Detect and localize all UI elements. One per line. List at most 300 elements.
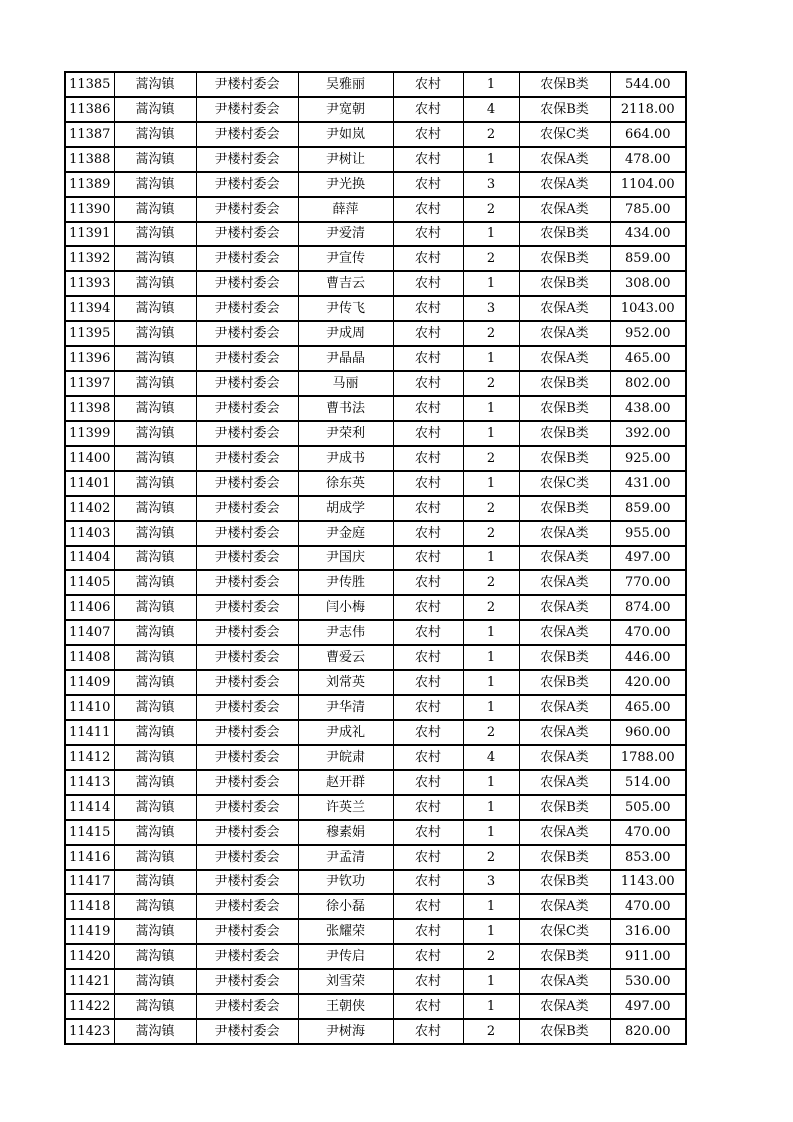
cell-insurance_category: 农保A类: [519, 521, 610, 546]
cell-household_count: 4: [463, 97, 519, 122]
cell-insurance_category: 农保B类: [519, 870, 610, 895]
cell-name: 闫小梅: [298, 595, 393, 620]
cell-id: 11421: [65, 969, 114, 994]
cell-name: 尹成礼: [298, 720, 393, 745]
cell-village_committee: 尹楼村委会: [196, 97, 298, 122]
cell-village_committee: 尹楼村委会: [196, 720, 298, 745]
cell-id: 11406: [65, 595, 114, 620]
cell-household_count: 1: [463, 894, 519, 919]
cell-residence_type: 农村: [393, 246, 463, 271]
cell-id: 11416: [65, 845, 114, 870]
cell-amount: 470.00: [610, 820, 686, 845]
cell-name: 尹传胜: [298, 570, 393, 595]
cell-amount: 544.00: [610, 72, 686, 97]
cell-insurance_category: 农保A类: [519, 894, 610, 919]
cell-residence_type: 农村: [393, 97, 463, 122]
cell-household_count: 1: [463, 396, 519, 421]
cell-town: 蒿沟镇: [114, 496, 196, 521]
table-row: [65, 471, 686, 496]
cell-residence_type: 农村: [393, 870, 463, 895]
cell-town: 蒿沟镇: [114, 745, 196, 770]
cell-insurance_category: 农保A类: [519, 172, 610, 197]
cell-household_count: 3: [463, 172, 519, 197]
cell-household_count: 1: [463, 919, 519, 944]
cell-residence_type: 农村: [393, 919, 463, 944]
cell-village_committee: 尹楼村委会: [196, 172, 298, 197]
cell-residence_type: 农村: [393, 446, 463, 471]
cell-id: 11387: [65, 122, 114, 147]
cell-name: 尹宣传: [298, 246, 393, 271]
cell-village_committee: 尹楼村委会: [196, 919, 298, 944]
cell-residence_type: 农村: [393, 396, 463, 421]
cell-town: 蒿沟镇: [114, 172, 196, 197]
cell-residence_type: 农村: [393, 595, 463, 620]
table-row: [65, 969, 686, 994]
cell-insurance_category: 农保A类: [519, 147, 610, 172]
cell-name: 尹爱清: [298, 222, 393, 247]
table-row: [65, 546, 686, 571]
cell-village_committee: 尹楼村委会: [196, 670, 298, 695]
cell-residence_type: 农村: [393, 271, 463, 296]
cell-id: 11385: [65, 72, 114, 97]
cell-residence_type: 农村: [393, 371, 463, 396]
cell-household_count: 2: [463, 371, 519, 396]
cell-village_committee: 尹楼村委会: [196, 197, 298, 222]
cell-name: 尹传飞: [298, 296, 393, 321]
table-row: [65, 147, 686, 172]
cell-village_committee: 尹楼村委会: [196, 695, 298, 720]
cell-village_committee: 尹楼村委会: [196, 820, 298, 845]
cell-insurance_category: 农保B类: [519, 97, 610, 122]
cell-household_count: 2: [463, 122, 519, 147]
table-row: [65, 97, 686, 122]
cell-insurance_category: 农保A类: [519, 620, 610, 645]
cell-residence_type: 农村: [393, 496, 463, 521]
cell-id: 11409: [65, 670, 114, 695]
table-row: [65, 321, 686, 346]
cell-insurance_category: 农保A类: [519, 296, 610, 321]
cell-insurance_category: 农保C类: [519, 471, 610, 496]
cell-insurance_category: 农保A类: [519, 969, 610, 994]
cell-insurance_category: 农保B类: [519, 271, 610, 296]
cell-town: 蒿沟镇: [114, 72, 196, 97]
cell-amount: 874.00: [610, 595, 686, 620]
cell-id: 11394: [65, 296, 114, 321]
cell-insurance_category: 农保B类: [519, 396, 610, 421]
cell-id: 11391: [65, 222, 114, 247]
cell-name: 尹光换: [298, 172, 393, 197]
cell-insurance_category: 农保A类: [519, 595, 610, 620]
cell-village_committee: 尹楼村委会: [196, 770, 298, 795]
cell-town: 蒿沟镇: [114, 246, 196, 271]
cell-household_count: 2: [463, 246, 519, 271]
cell-village_committee: 尹楼村委会: [196, 346, 298, 371]
cell-id: 11390: [65, 197, 114, 222]
cell-household_count: 2: [463, 845, 519, 870]
cell-household_count: 2: [463, 197, 519, 222]
cell-insurance_category: 农保B类: [519, 222, 610, 247]
cell-id: 11399: [65, 421, 114, 446]
cell-residence_type: 农村: [393, 770, 463, 795]
cell-household_count: 4: [463, 745, 519, 770]
cell-residence_type: 农村: [393, 620, 463, 645]
cell-town: 蒿沟镇: [114, 969, 196, 994]
cell-amount: 2118.00: [610, 97, 686, 122]
cell-amount: 470.00: [610, 894, 686, 919]
cell-name: 徐东英: [298, 471, 393, 496]
cell-residence_type: 农村: [393, 471, 463, 496]
cell-insurance_category: 农保C类: [519, 122, 610, 147]
cell-id: 11388: [65, 147, 114, 172]
cell-amount: 470.00: [610, 620, 686, 645]
table-row: [65, 845, 686, 870]
cell-amount: 434.00: [610, 222, 686, 247]
table-row: [65, 371, 686, 396]
cell-insurance_category: 农保B类: [519, 845, 610, 870]
table-row: [65, 122, 686, 147]
cell-village_committee: 尹楼村委会: [196, 222, 298, 247]
cell-id: 11395: [65, 321, 114, 346]
cell-residence_type: 农村: [393, 72, 463, 97]
cell-id: 11403: [65, 521, 114, 546]
cell-town: 蒿沟镇: [114, 296, 196, 321]
cell-name: 徐小磊: [298, 894, 393, 919]
cell-name: 刘雪荣: [298, 969, 393, 994]
cell-residence_type: 农村: [393, 147, 463, 172]
cell-town: 蒿沟镇: [114, 595, 196, 620]
cell-amount: 960.00: [610, 720, 686, 745]
cell-id: 11412: [65, 745, 114, 770]
cell-insurance_category: 农保B类: [519, 421, 610, 446]
cell-insurance_category: 农保B类: [519, 944, 610, 969]
cell-insurance_category: 农保A类: [519, 197, 610, 222]
cell-village_committee: 尹楼村委会: [196, 645, 298, 670]
cell-town: 蒿沟镇: [114, 870, 196, 895]
cell-residence_type: 农村: [393, 172, 463, 197]
cell-town: 蒿沟镇: [114, 894, 196, 919]
cell-town: 蒿沟镇: [114, 122, 196, 147]
cell-amount: 925.00: [610, 446, 686, 471]
cell-residence_type: 农村: [393, 521, 463, 546]
cell-village_committee: 尹楼村委会: [196, 620, 298, 645]
cell-town: 蒿沟镇: [114, 147, 196, 172]
cell-insurance_category: 农保A类: [519, 770, 610, 795]
cell-name: 许英兰: [298, 795, 393, 820]
cell-insurance_category: 农保A类: [519, 745, 610, 770]
cell-town: 蒿沟镇: [114, 919, 196, 944]
cell-amount: 1043.00: [610, 296, 686, 321]
cell-town: 蒿沟镇: [114, 371, 196, 396]
cell-residence_type: 农村: [393, 197, 463, 222]
table-row: [65, 271, 686, 296]
cell-residence_type: 农村: [393, 820, 463, 845]
cell-insurance_category: 农保A类: [519, 820, 610, 845]
table-row: [65, 919, 686, 944]
cell-town: 蒿沟镇: [114, 446, 196, 471]
table-row: [65, 446, 686, 471]
cell-town: 蒿沟镇: [114, 845, 196, 870]
cell-village_committee: 尹楼村委会: [196, 122, 298, 147]
cell-id: 11402: [65, 496, 114, 521]
cell-household_count: 2: [463, 595, 519, 620]
table-row: [65, 72, 686, 97]
cell-household_count: 3: [463, 870, 519, 895]
cell-id: 11393: [65, 271, 114, 296]
cell-amount: 530.00: [610, 969, 686, 994]
cell-id: 11419: [65, 919, 114, 944]
table-body: [65, 72, 686, 1044]
cell-name: 曹书法: [298, 396, 393, 421]
cell-amount: 446.00: [610, 645, 686, 670]
cell-household_count: 1: [463, 546, 519, 571]
cell-residence_type: 农村: [393, 670, 463, 695]
cell-household_count: 1: [463, 795, 519, 820]
cell-amount: 820.00: [610, 1019, 686, 1044]
cell-residence_type: 农村: [393, 346, 463, 371]
cell-town: 蒿沟镇: [114, 421, 196, 446]
cell-insurance_category: 农保C类: [519, 919, 610, 944]
table-row: [65, 670, 686, 695]
cell-residence_type: 农村: [393, 546, 463, 571]
cell-village_committee: 尹楼村委会: [196, 147, 298, 172]
cell-id: 11410: [65, 695, 114, 720]
cell-name: 吴雅丽: [298, 72, 393, 97]
cell-village_committee: 尹楼村委会: [196, 421, 298, 446]
table-row: [65, 172, 686, 197]
cell-village_committee: 尹楼村委会: [196, 944, 298, 969]
cell-id: 11405: [65, 570, 114, 595]
table-row: [65, 745, 686, 770]
cell-id: 11423: [65, 1019, 114, 1044]
cell-residence_type: 农村: [393, 570, 463, 595]
cell-name: 张耀荣: [298, 919, 393, 944]
table-row: [65, 894, 686, 919]
cell-household_count: 2: [463, 720, 519, 745]
cell-household_count: 1: [463, 645, 519, 670]
cell-amount: 802.00: [610, 371, 686, 396]
cell-name: 尹宽朝: [298, 97, 393, 122]
cell-id: 11407: [65, 620, 114, 645]
cell-name: 尹树海: [298, 1019, 393, 1044]
cell-household_count: 1: [463, 770, 519, 795]
cell-residence_type: 农村: [393, 645, 463, 670]
cell-residence_type: 农村: [393, 321, 463, 346]
cell-village_committee: 尹楼村委会: [196, 546, 298, 571]
cell-insurance_category: 农保B类: [519, 1019, 610, 1044]
cell-id: 11408: [65, 645, 114, 670]
cell-town: 蒿沟镇: [114, 346, 196, 371]
cell-town: 蒿沟镇: [114, 645, 196, 670]
cell-household_count: 1: [463, 994, 519, 1019]
cell-amount: 497.00: [610, 994, 686, 1019]
table-row: [65, 595, 686, 620]
cell-household_count: 1: [463, 271, 519, 296]
cell-village_committee: 尹楼村委会: [196, 471, 298, 496]
cell-town: 蒿沟镇: [114, 720, 196, 745]
cell-amount: 392.00: [610, 421, 686, 446]
cell-name: 刘常英: [298, 670, 393, 695]
cell-residence_type: 农村: [393, 1019, 463, 1044]
cell-name: 马丽: [298, 371, 393, 396]
table-row: [65, 421, 686, 446]
cell-insurance_category: 农保A类: [519, 720, 610, 745]
table-row: [65, 620, 686, 645]
cell-insurance_category: 农保B类: [519, 72, 610, 97]
cell-amount: 438.00: [610, 396, 686, 421]
cell-town: 蒿沟镇: [114, 1019, 196, 1044]
cell-amount: 420.00: [610, 670, 686, 695]
cell-name: 尹成书: [298, 446, 393, 471]
cell-town: 蒿沟镇: [114, 396, 196, 421]
cell-name: 尹树让: [298, 147, 393, 172]
cell-residence_type: 农村: [393, 122, 463, 147]
cell-town: 蒿沟镇: [114, 795, 196, 820]
cell-name: 穆素娟: [298, 820, 393, 845]
cell-village_committee: 尹楼村委会: [196, 296, 298, 321]
cell-village_committee: 尹楼村委会: [196, 969, 298, 994]
cell-household_count: 1: [463, 421, 519, 446]
cell-residence_type: 农村: [393, 421, 463, 446]
cell-household_count: 1: [463, 147, 519, 172]
cell-id: 11389: [65, 172, 114, 197]
cell-town: 蒿沟镇: [114, 620, 196, 645]
cell-name: 尹国庆: [298, 546, 393, 571]
cell-insurance_category: 农保B类: [519, 371, 610, 396]
cell-residence_type: 农村: [393, 795, 463, 820]
cell-amount: 465.00: [610, 695, 686, 720]
cell-name: 胡成学: [298, 496, 393, 521]
cell-residence_type: 农村: [393, 695, 463, 720]
cell-id: 11404: [65, 546, 114, 571]
cell-residence_type: 农村: [393, 894, 463, 919]
cell-id: 11420: [65, 944, 114, 969]
cell-insurance_category: 农保A类: [519, 570, 610, 595]
cell-household_count: 1: [463, 346, 519, 371]
cell-amount: 859.00: [610, 246, 686, 271]
table-row: [65, 944, 686, 969]
cell-insurance_category: 农保B类: [519, 795, 610, 820]
cell-household_count: 2: [463, 321, 519, 346]
cell-village_committee: 尹楼村委会: [196, 446, 298, 471]
cell-id: 11415: [65, 820, 114, 845]
table-row: [65, 570, 686, 595]
cell-insurance_category: 农保A类: [519, 695, 610, 720]
cell-amount: 911.00: [610, 944, 686, 969]
cell-amount: 431.00: [610, 471, 686, 496]
cell-amount: 770.00: [610, 570, 686, 595]
cell-insurance_category: 农保B类: [519, 496, 610, 521]
cell-id: 11422: [65, 994, 114, 1019]
cell-residence_type: 农村: [393, 994, 463, 1019]
cell-name: 曹爱云: [298, 645, 393, 670]
cell-amount: 505.00: [610, 795, 686, 820]
cell-village_committee: 尹楼村委会: [196, 271, 298, 296]
cell-household_count: 2: [463, 521, 519, 546]
cell-village_committee: 尹楼村委会: [196, 321, 298, 346]
cell-household_count: 1: [463, 620, 519, 645]
cell-insurance_category: 农保B类: [519, 246, 610, 271]
cell-village_committee: 尹楼村委会: [196, 595, 298, 620]
cell-name: 赵开群: [298, 770, 393, 795]
cell-name: 尹孟清: [298, 845, 393, 870]
cell-residence_type: 农村: [393, 745, 463, 770]
cell-amount: 465.00: [610, 346, 686, 371]
cell-town: 蒿沟镇: [114, 670, 196, 695]
table-row: [65, 246, 686, 271]
cell-residence_type: 农村: [393, 969, 463, 994]
cell-amount: 955.00: [610, 521, 686, 546]
cell-id: 11392: [65, 246, 114, 271]
benefit-roster-table: [64, 71, 687, 1045]
cell-household_count: 1: [463, 222, 519, 247]
cell-amount: 664.00: [610, 122, 686, 147]
table-row: [65, 296, 686, 321]
cell-amount: 514.00: [610, 770, 686, 795]
cell-village_committee: 尹楼村委会: [196, 745, 298, 770]
cell-name: 尹成周: [298, 321, 393, 346]
cell-id: 11413: [65, 770, 114, 795]
cell-town: 蒿沟镇: [114, 570, 196, 595]
cell-id: 11414: [65, 795, 114, 820]
table-row: [65, 770, 686, 795]
cell-amount: 853.00: [610, 845, 686, 870]
table-row: [65, 994, 686, 1019]
cell-name: 薛萍: [298, 197, 393, 222]
cell-town: 蒿沟镇: [114, 695, 196, 720]
table-row: [65, 820, 686, 845]
cell-name: 尹华清: [298, 695, 393, 720]
table-row: [65, 496, 686, 521]
cell-household_count: 1: [463, 72, 519, 97]
cell-amount: 316.00: [610, 919, 686, 944]
cell-name: 王朝侠: [298, 994, 393, 1019]
cell-town: 蒿沟镇: [114, 770, 196, 795]
table-row: [65, 346, 686, 371]
cell-name: 尹晶晶: [298, 346, 393, 371]
table-row: [65, 870, 686, 895]
cell-household_count: 3: [463, 296, 519, 321]
cell-residence_type: 农村: [393, 720, 463, 745]
cell-id: 11417: [65, 870, 114, 895]
cell-insurance_category: 农保B类: [519, 446, 610, 471]
cell-insurance_category: 农保B类: [519, 670, 610, 695]
table-row: [65, 197, 686, 222]
cell-village_committee: 尹楼村委会: [196, 1019, 298, 1044]
cell-household_count: 2: [463, 1019, 519, 1044]
table-row: [65, 645, 686, 670]
cell-name: 尹金庭: [298, 521, 393, 546]
cell-household_count: 2: [463, 496, 519, 521]
cell-village_committee: 尹楼村委会: [196, 246, 298, 271]
cell-residence_type: 农村: [393, 845, 463, 870]
cell-insurance_category: 农保B类: [519, 645, 610, 670]
cell-name: 尹志伟: [298, 620, 393, 645]
cell-town: 蒿沟镇: [114, 222, 196, 247]
cell-household_count: 2: [463, 446, 519, 471]
cell-village_committee: 尹楼村委会: [196, 396, 298, 421]
cell-village_committee: 尹楼村委会: [196, 72, 298, 97]
cell-village_committee: 尹楼村委会: [196, 894, 298, 919]
cell-household_count: 1: [463, 969, 519, 994]
cell-village_committee: 尹楼村委会: [196, 870, 298, 895]
cell-name: 尹钦功: [298, 870, 393, 895]
cell-name: 尹荣利: [298, 421, 393, 446]
cell-household_count: 1: [463, 695, 519, 720]
cell-village_committee: 尹楼村委会: [196, 371, 298, 396]
cell-town: 蒿沟镇: [114, 471, 196, 496]
cell-town: 蒿沟镇: [114, 521, 196, 546]
cell-id: 11386: [65, 97, 114, 122]
